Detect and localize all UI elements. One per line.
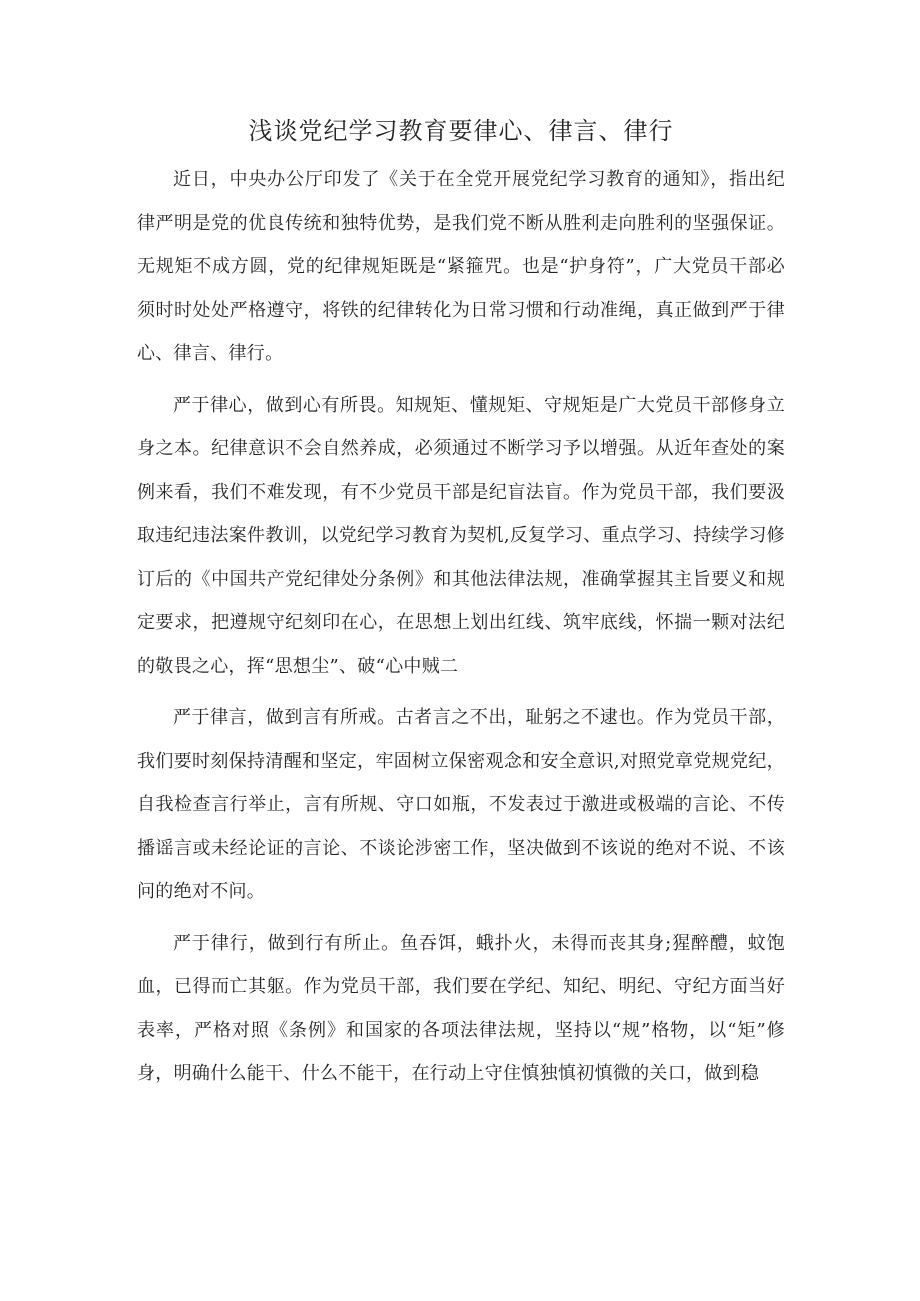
paragraph-action: 严于律行，做到行有所止。鱼吞饵，蛾扑火，未得而丧其身;猩醉醴，蚊饱血，已得而亡其躯。作为党员干部，我们要在学纪、知纪、明纪、守纪方面当好表率，严格对照《条例》和国家的各项法律法规，坚持以“规”格物，以“矩”修身，明确什么能干、什么不能干，在行动上守住慎独慎初慎微的关口，做到稳 [137,932,785,1084]
document-body [137,108,785,1096]
document-title: 浅谈党纪学习教育要律心、律言、律行 [248,117,674,145]
paragraph-speech: 严于律言，做到言有所戒。古者言之不出，耻躬之不逮也。作为党员干部，我们要时刻保持清醒和坚定，牢固树立保密观念和安全意识,对照党章党规党纪，自我检查言行举止，言有所规、守口如瓶，不发表过于激进或极端的言论、不传播谣言或未经论证的言论、不谈论涉密工作，坚决做到不该说的绝对不说、不该问的绝对不问。 [137,707,785,902]
paragraph-intro: 近日，中央办公厅印发了《关于在全党开展党纪学习教育的通知》，指出纪律严明是党的优良传统和独特优势，是我们党不断从胜利走向胜利的坚强保证。无规矩不成方圆，党的纪律规矩既是“紧箍咒。也是“护身符”，广大党员干部必须时时处处严格遵守，将铁的纪律转化为日常习惯和行动准绳，真正做到严于律心、律言、律行。 [137,169,785,364]
paragraph-heart: 严于律心，做到心有所畏。知规矩、懂规矩、守规矩是广大党员干部修身立身之本。纪律意识不会自然养成，必须通过不断学习予以增强。从近年查处的案例来看，我们不难发现，有不少党员干部是纪盲法盲。作为党员干部，我们要汲取违纪违法案件教训，以党纪学习教育为契机,反复学习、重点学习、持续学习修订后的《中国共产党纪律处分条例》和其他法律法规，准确掌握其主旨要义和规定要求，把遵规守纪刻印在心，在思想上划出红线、筑牢底线，怀揣一颗对法纪的敬畏之心，挥“思想尘”、破“心中贼二 [137,394,785,677]
